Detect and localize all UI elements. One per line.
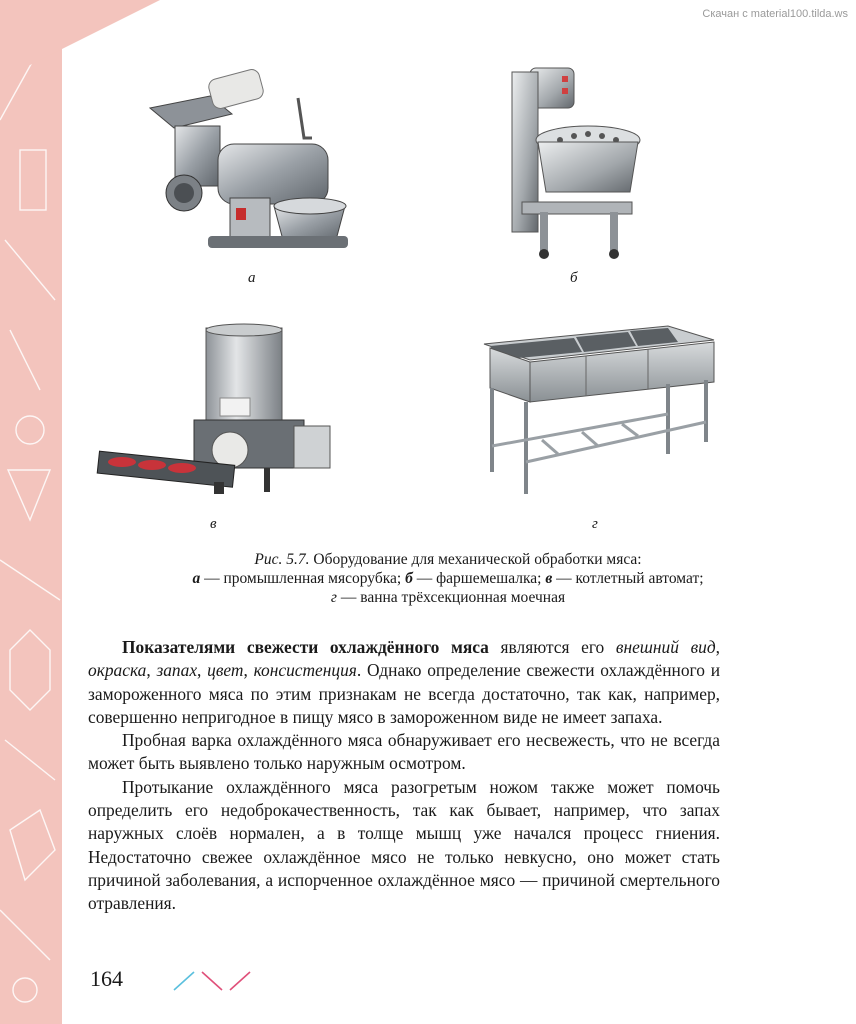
caption-items-line-2 — [100, 588, 796, 607]
text-run: , — [146, 660, 157, 681]
figure-caption — [100, 550, 796, 607]
figure-label-v: в — [210, 516, 217, 532]
decorative-corner — [0, 0, 160, 80]
figure-meat-grinder — [140, 68, 370, 258]
term-appearance: внешний вид — [615, 637, 716, 657]
figure-cutlet-machine — [94, 322, 334, 502]
page-number: 164 — [90, 966, 123, 991]
cutlet-machine-icon — [94, 322, 334, 502]
caption-letter-b: б — [405, 570, 413, 587]
caption-item-a: — промышленная мясорубка; — [200, 570, 406, 587]
caption-letter-g: г — [330, 589, 337, 606]
decorative-side-band — [0, 0, 62, 1024]
washing-bath-icon — [478, 322, 718, 502]
figure-label-a: а — [248, 270, 256, 286]
caption-items-line-1 — [100, 569, 796, 588]
text-run: , — [197, 660, 208, 681]
text-run: являются его — [488, 637, 616, 657]
caption-item-v: — котлетный автомат; — [552, 570, 704, 587]
mince-mixer-icon — [500, 62, 650, 262]
decorative-lines-icon — [172, 968, 262, 994]
figure-washing-bath — [478, 322, 718, 502]
body-text — [88, 636, 720, 916]
caption-title-line — [100, 550, 796, 569]
term-color: цвет — [207, 660, 244, 681]
caption-title: Оборудование для механической обработки мяса: — [309, 551, 642, 568]
caption-item-b: — фаршемешалка; — [412, 570, 546, 587]
figure-mince-mixer — [500, 62, 650, 262]
caption-letter-v: в — [545, 570, 553, 587]
figure-label-b: б — [570, 270, 578, 286]
term-consistency: консистенция — [253, 660, 357, 681]
figure-label-g: г — [592, 516, 598, 532]
term-smell: запах — [156, 660, 198, 681]
caption-prefix: Рис. 5.7. — [254, 551, 310, 568]
text-run: , — [243, 660, 254, 681]
meat-grinder-icon — [140, 68, 370, 258]
geometric-pattern-icon — [0, 0, 62, 1024]
paragraph-3: Протыкание охлаждённого мяса разогретым ножом также может помочь определить его недоброкачественность, так как бывает, например, что запах наружных слоёв нормален, а в толще мышц уже начался процесс гниения. Недостаточно свежее охлаждённое мясо не только невкусно, оно может стать причиной заболевания, а испорченное охлаждённое мясо — причиной смертельного отравления. — [88, 776, 720, 914]
caption-letter-a: а — [192, 570, 201, 587]
text-run: . Однако определение свежести охлаждённого и замороженного мяса по этим признакам не всегда достаточно, так как, например, совершенно непригодное в пищу мясо в замороженном виде не имеет запаха. — [88, 660, 720, 727]
term-coloring: окраска — [88, 660, 147, 681]
paragraph-1-bold: Показателями свежести охлаждённого мяса — [122, 637, 489, 657]
paragraph-1 — [88, 636, 720, 729]
text-run: , — [715, 637, 720, 657]
paragraph-2: Пробная варка охлаждённого мяса обнаруживает его несвежесть, что не всегда может быть выявлено только наружным осмотром. — [88, 730, 720, 774]
watermark: Скачан с material100.tilda.ws — [702, 8, 848, 20]
caption-item-g: — ванна трёхсекционная моечная — [336, 589, 566, 606]
